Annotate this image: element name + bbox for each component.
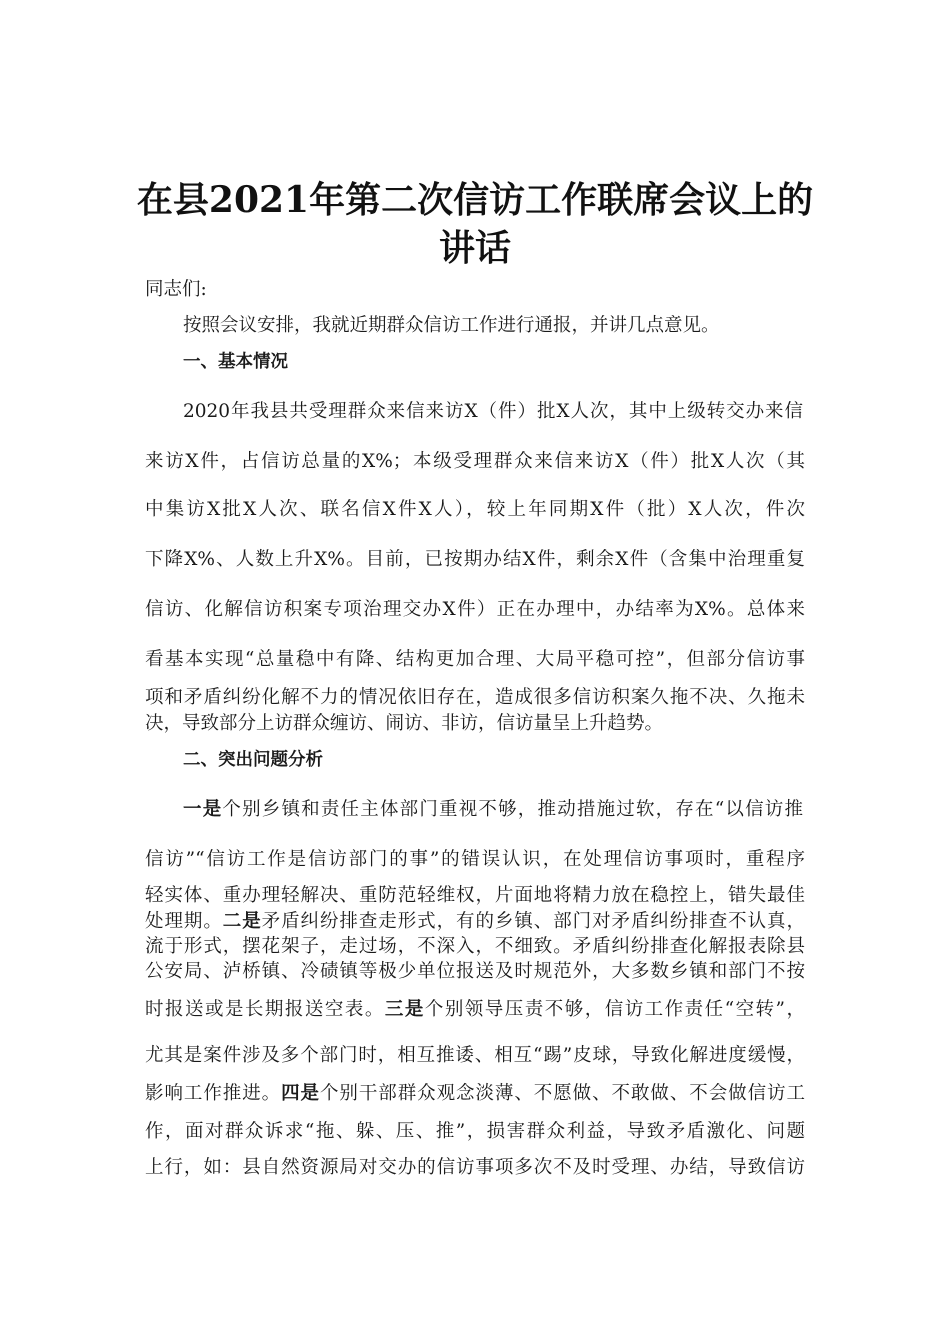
section1-line: 信访、化解信访积案专项治理交办X件）正在办理中，办结率为X%。总体来 xyxy=(145,599,805,620)
section1-line: 中集访X批X人次、联名信X件X人），较上年同期X件（批）X人次，件次 xyxy=(145,499,805,520)
document-title-line1: 在县2021年第二次信访工作联席会议上的 xyxy=(136,179,814,221)
section2-line: 时报送或是长期报送空表。三是个别领导压责不够，信访工作责任“空转”， xyxy=(145,999,805,1020)
section1-line: 下降X%、人数上升X%。目前，已按期办结X件，剩余X件（含集中治理重复 xyxy=(145,549,805,570)
section1-line: 决，导致部分上访群众缠访、闹访、非访，信访量呈上升趋势。 xyxy=(145,713,664,734)
point-one-label: 一是 xyxy=(183,799,223,820)
salutation: 同志们: xyxy=(145,279,207,300)
point-three-label: 三是 xyxy=(384,999,425,1020)
section1-line: 来访X件，占信访总量的X%；本级受理群众来信来访X（件）批X人次（其 xyxy=(145,451,805,472)
document-title-line2: 讲话 xyxy=(438,227,511,269)
section2-line: 流于形式，摆花架子，走过场，不深入，不细致。矛盾纠纷排查化解报表除县 xyxy=(145,936,805,957)
point-four-label: 四是 xyxy=(281,1083,320,1104)
intro-paragraph: 按照会议安排，我就近期群众信访工作进行通报，并讲几点意见。 xyxy=(183,315,720,336)
section2-line: 影响工作推进。四是个别干部群众观念淡薄、不愿做、不敢做、不会做信访工 xyxy=(145,1083,805,1104)
section1-heading: 一、基本情况 xyxy=(183,352,288,372)
section2-line: 处理期。二是矛盾纠纷排查走形式，有的乡镇、部门对矛盾纠纷排查不认真， xyxy=(145,911,805,932)
section2-line: 公安局、泸桥镇、冷碛镇等极少单位报送及时规范外，大多数乡镇和部门不按 xyxy=(145,961,805,982)
section2-line: 一是个别乡镇和责任主体部门重视不够，推动措施过软，存在“以信访推 xyxy=(183,799,803,820)
section1-line: 项和矛盾纠纷化解不力的情况依旧存在，造成很多信访积案久拖不决、久拖未 xyxy=(145,687,805,708)
section2-line: 尤其是案件涉及多个部门时，相互推诿、相互“踢”皮球，导致化解进度缓慢， xyxy=(145,1045,805,1066)
section2-line: 轻实体、重办理轻解决、重防范轻维权，片面地将精力放在稳控上，错失最佳 xyxy=(145,885,805,906)
section2-line: 信访”“信访工作是信访部门的事”的错误认识，在处理信访事项时，重程序 xyxy=(145,849,805,870)
point-two-label: 二是 xyxy=(222,911,262,932)
section1-line: 看基本实现“总量稳中有降、结构更加合理、大局平稳可控”，但部分信访事 xyxy=(145,649,805,670)
section2-line: 作，面对群众诉求“拖、躲、压、推”，损害群众利益，导致矛盾激化、问题 xyxy=(145,1121,805,1142)
section2-line: 上行，如：县自然资源局对交办的信访事项多次不及时受理、办结，导致信访 xyxy=(145,1157,805,1178)
section2-heading: 二、突出问题分析 xyxy=(183,750,323,770)
section1-line: 2020年我县共受理群众来信来访X（件）批X人次，其中上级转交办来信 xyxy=(183,401,803,422)
